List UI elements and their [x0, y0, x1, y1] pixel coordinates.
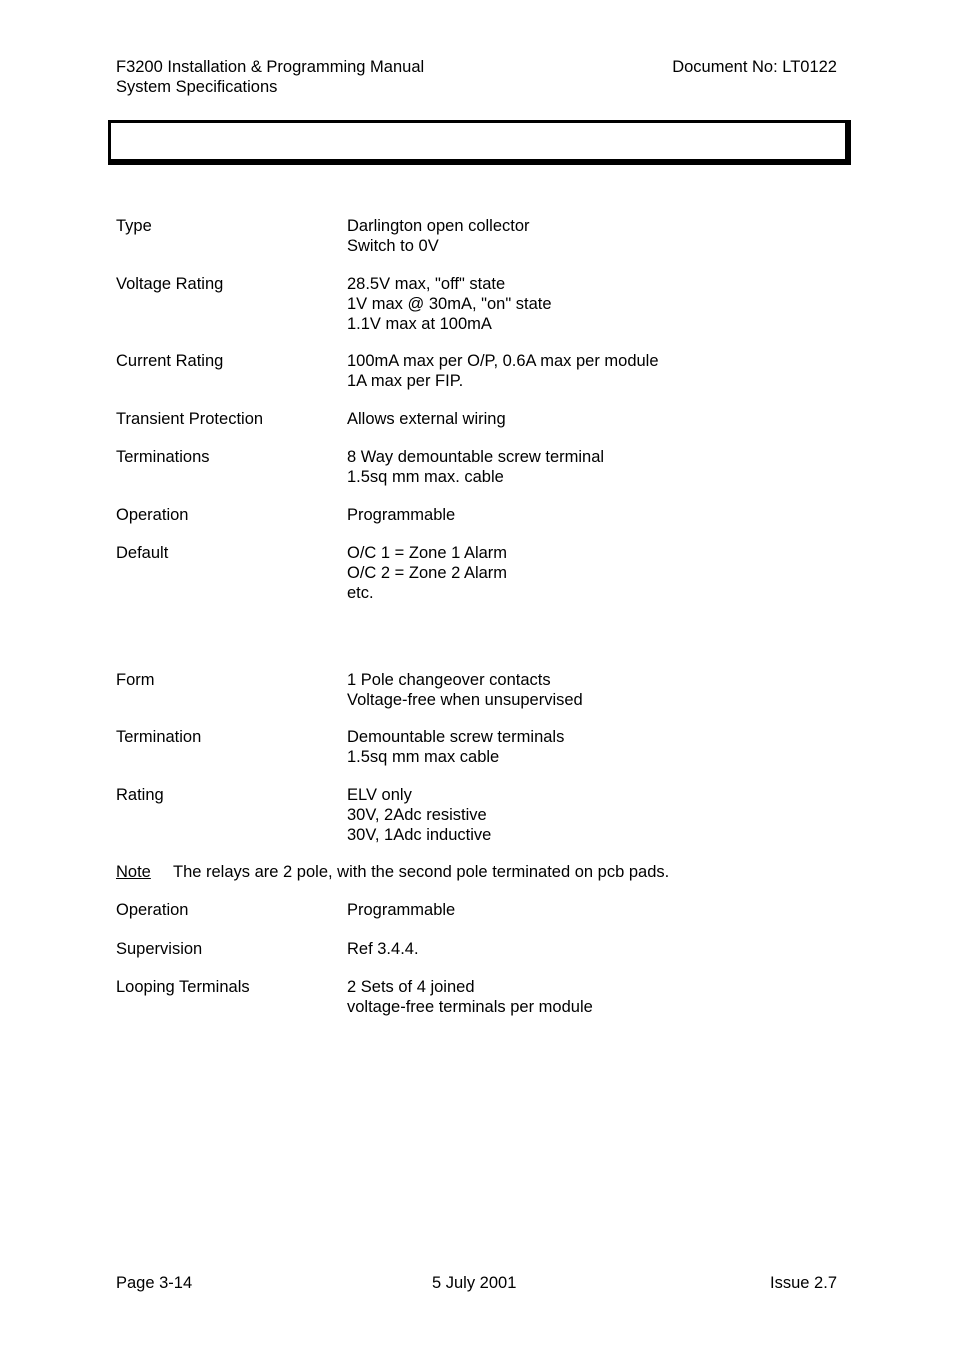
spec-line: 8 Way demountable screw terminal — [347, 448, 605, 466]
spec-line: 1.5sq mm max cable — [347, 748, 500, 766]
spec-line: etc. — [347, 584, 374, 602]
spec-label-type: Type — [116, 217, 152, 235]
spec-value-default — [347, 543, 507, 603]
spec-value-rating — [347, 785, 491, 845]
spec-value-transient-protection — [347, 409, 506, 429]
spec-label-current-rating: Current Rating — [116, 352, 224, 370]
spec-line: ELV only — [347, 786, 412, 804]
spec-label-supervision: Supervision — [116, 940, 203, 958]
spec-value-supervision — [347, 939, 419, 959]
spec-label-looping-terminals: Looping Terminals — [116, 978, 250, 996]
spec-line: 30V, 1Adc inductive — [347, 826, 492, 844]
spec-label-transient-protection: Transient Protection — [116, 410, 264, 428]
spec-value-operation — [347, 505, 455, 525]
spec-line: Demountable screw terminals — [347, 728, 565, 746]
spec-line: 30V, 2Adc resistive — [347, 806, 487, 824]
spec-line: Programmable — [347, 506, 456, 524]
spec-value-relay-operation — [347, 900, 455, 920]
spec-value-terminations — [347, 447, 604, 487]
issue-date: 5 July 2001 — [432, 1274, 517, 1292]
spec-line: Darlington open collector — [347, 217, 530, 235]
spec-line: 100mA max per O/P, 0.6A max per module — [347, 352, 659, 370]
spec-line: Allows external wiring — [347, 410, 506, 428]
spec-label-default: Default — [116, 544, 169, 562]
page-number: Page 3-14 — [116, 1274, 193, 1292]
title-box — [108, 120, 851, 165]
spec-label-rating: Rating — [116, 786, 164, 804]
spec-value-type — [347, 216, 530, 256]
spec-line: O/C 2 = Zone 2 Alarm — [347, 564, 508, 582]
spec-label-form: Form — [116, 671, 155, 689]
spec-value-current-rating — [347, 351, 659, 391]
manual-title: F3200 Installation & Programming Manual — [116, 58, 425, 76]
spec-line: O/C 1 = Zone 1 Alarm — [347, 544, 508, 562]
spec-line: 28.5V max, "off" state — [347, 275, 506, 293]
spec-label-voltage-rating: Voltage Rating — [116, 275, 224, 293]
spec-line: voltage-free terminals per module — [347, 998, 593, 1016]
spec-line: Programmable — [347, 901, 456, 919]
spec-value-form — [347, 670, 583, 710]
section-title: System Specifications — [116, 78, 278, 96]
issue-number: Issue 2.7 — [770, 1274, 837, 1292]
spec-label-operation: Operation — [116, 506, 189, 524]
spec-line: Switch to 0V — [347, 237, 439, 255]
spec-line: Ref 3.4.4. — [347, 940, 419, 958]
note-label: Note — [116, 863, 151, 881]
spec-label-termination: Termination — [116, 728, 202, 746]
spec-label-relay-operation: Operation — [116, 901, 189, 919]
spec-value-termination — [347, 727, 564, 767]
spec-line: 1A max per FIP. — [347, 372, 464, 390]
spec-line: 2 Sets of 4 joined — [347, 978, 475, 996]
spec-value-voltage-rating — [347, 274, 552, 334]
spec-value-looping-terminals — [347, 977, 593, 1017]
spec-line: 1.5sq mm max. cable — [347, 468, 504, 486]
spec-line: Voltage-free when unsupervised — [347, 691, 583, 709]
spec-line: 1 Pole changeover contacts — [347, 671, 551, 689]
document-number: Document No: LT0122 — [672, 58, 837, 76]
spec-line: 1.1V max at 100mA — [347, 315, 492, 333]
note-text: The relays are 2 pole, with the second pole terminated on pcb pads. — [173, 863, 670, 881]
spec-line: 1V max @ 30mA, "on" state — [347, 295, 552, 313]
header-left — [116, 57, 424, 97]
spec-label-terminations: Terminations — [116, 448, 210, 466]
